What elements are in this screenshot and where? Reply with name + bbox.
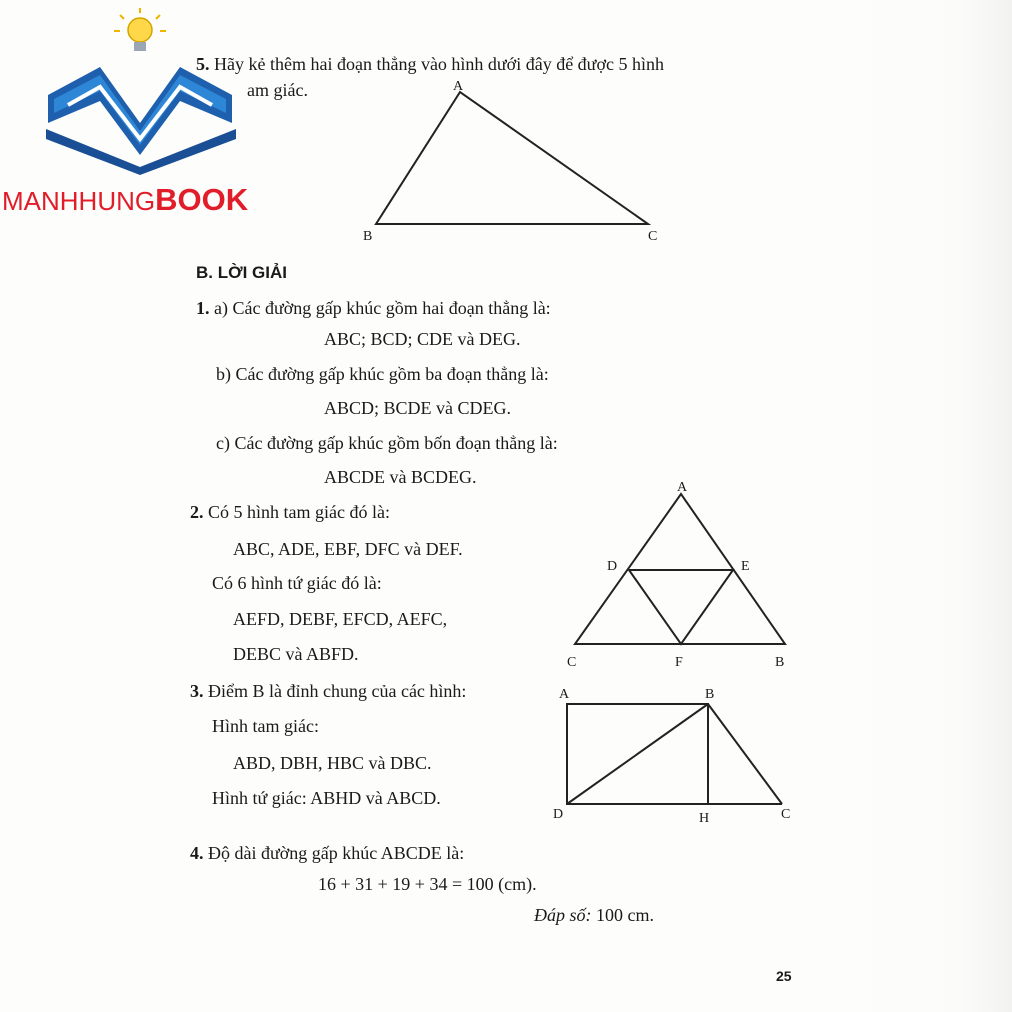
q5-line2: am giác. bbox=[247, 80, 308, 100]
a2-line3: Có 6 hình tứ giác đó là: bbox=[212, 573, 382, 593]
a4-calculation: 16 + 31 + 19 + 34 = 100 (cm). bbox=[318, 874, 537, 894]
q2-point-e: E bbox=[741, 559, 750, 574]
a1-c-label: c) Các đường gấp khúc gồm bốn đoạn thẳng là: bbox=[216, 433, 558, 453]
a2-quads-1: AEFD, DEBF, EFCD, AEFC, bbox=[233, 609, 448, 629]
lightbulb-icon bbox=[114, 8, 166, 51]
q5-point-b: B bbox=[363, 229, 373, 244]
q3-point-c: C bbox=[781, 807, 791, 822]
figure-q5-triangle bbox=[355, 78, 675, 248]
a3-line1 bbox=[190, 680, 466, 702]
a1-a-answer: ABC; BCD; CDE và DEG. bbox=[324, 329, 521, 349]
a3-line2: Hình tam giác: bbox=[212, 716, 319, 736]
logo-wordmark bbox=[2, 182, 248, 218]
page-edge-shadow bbox=[842, 0, 1012, 1012]
q5-point-a: A bbox=[453, 79, 464, 94]
section-heading: B. LỜI GIẢI bbox=[196, 263, 288, 282]
q5-line1 bbox=[196, 53, 664, 75]
a1-b-label: b) Các đường gấp khúc gồm ba đoạn thẳng là: bbox=[216, 364, 549, 384]
a4-number: 4. bbox=[190, 843, 204, 863]
a1-a-label bbox=[196, 297, 551, 319]
q2-point-c: C bbox=[567, 655, 577, 670]
logo-graphic bbox=[40, 5, 245, 177]
a4-answer-label: Đáp số: bbox=[534, 905, 592, 925]
q5-point-c: C bbox=[648, 229, 658, 244]
q3-point-a: A bbox=[559, 687, 570, 702]
a2-triangles: ABC, ADE, EBF, DFC và DEF. bbox=[233, 539, 463, 559]
q3-point-h: H bbox=[699, 811, 710, 826]
page-number: 25 bbox=[776, 968, 792, 984]
q5-text: Hãy kẻ thêm hai đoạn thẳng vào hình dưới đây để được 5 hình bbox=[214, 54, 664, 74]
a3-line1-text: Điểm B là đỉnh chung của các hình: bbox=[208, 681, 467, 701]
a1-a-text: a) Các đường gấp khúc gồm hai đoạn thẳng là: bbox=[214, 298, 551, 318]
a1-number: 1. bbox=[196, 298, 210, 318]
q3-point-b: B bbox=[705, 687, 715, 702]
a4-line1 bbox=[190, 842, 464, 864]
a2-number: 2. bbox=[190, 502, 204, 522]
a4-answer bbox=[534, 904, 654, 926]
q3-point-d: D bbox=[553, 807, 564, 822]
logo-name-part1: MANHHUNG bbox=[2, 186, 156, 216]
open-book-icon bbox=[46, 67, 236, 175]
a3-number: 3. bbox=[190, 681, 204, 701]
logo-name-part2: BOOK bbox=[155, 182, 249, 217]
a4-answer-value: 100 cm. bbox=[596, 905, 654, 925]
figure-q2-triangle bbox=[555, 476, 805, 672]
a1-c-answer: ABCDE và BCDEG. bbox=[324, 467, 477, 487]
a3-quads: Hình tứ giác: ABHD và ABCD. bbox=[212, 788, 441, 808]
figure-q3-rectangle bbox=[545, 682, 805, 830]
a2-quads-2: DEBC và ABFD. bbox=[233, 644, 359, 664]
q2-point-a: A bbox=[677, 480, 688, 495]
q2-point-d: D bbox=[607, 559, 618, 574]
a2-line1-text: Có 5 hình tam giác đó là: bbox=[208, 502, 390, 522]
q5-number: 5. bbox=[196, 54, 210, 74]
q2-point-b: B bbox=[775, 655, 785, 670]
a1-b-answer: ABCD; BCDE và CDEG. bbox=[324, 398, 512, 418]
q2-point-f: F bbox=[675, 655, 683, 670]
a3-triangles: ABD, DBH, HBC và DBC. bbox=[233, 753, 432, 773]
a2-line1 bbox=[190, 501, 390, 523]
a4-line1-text: Độ dài đường gấp khúc ABCDE là: bbox=[208, 843, 465, 863]
